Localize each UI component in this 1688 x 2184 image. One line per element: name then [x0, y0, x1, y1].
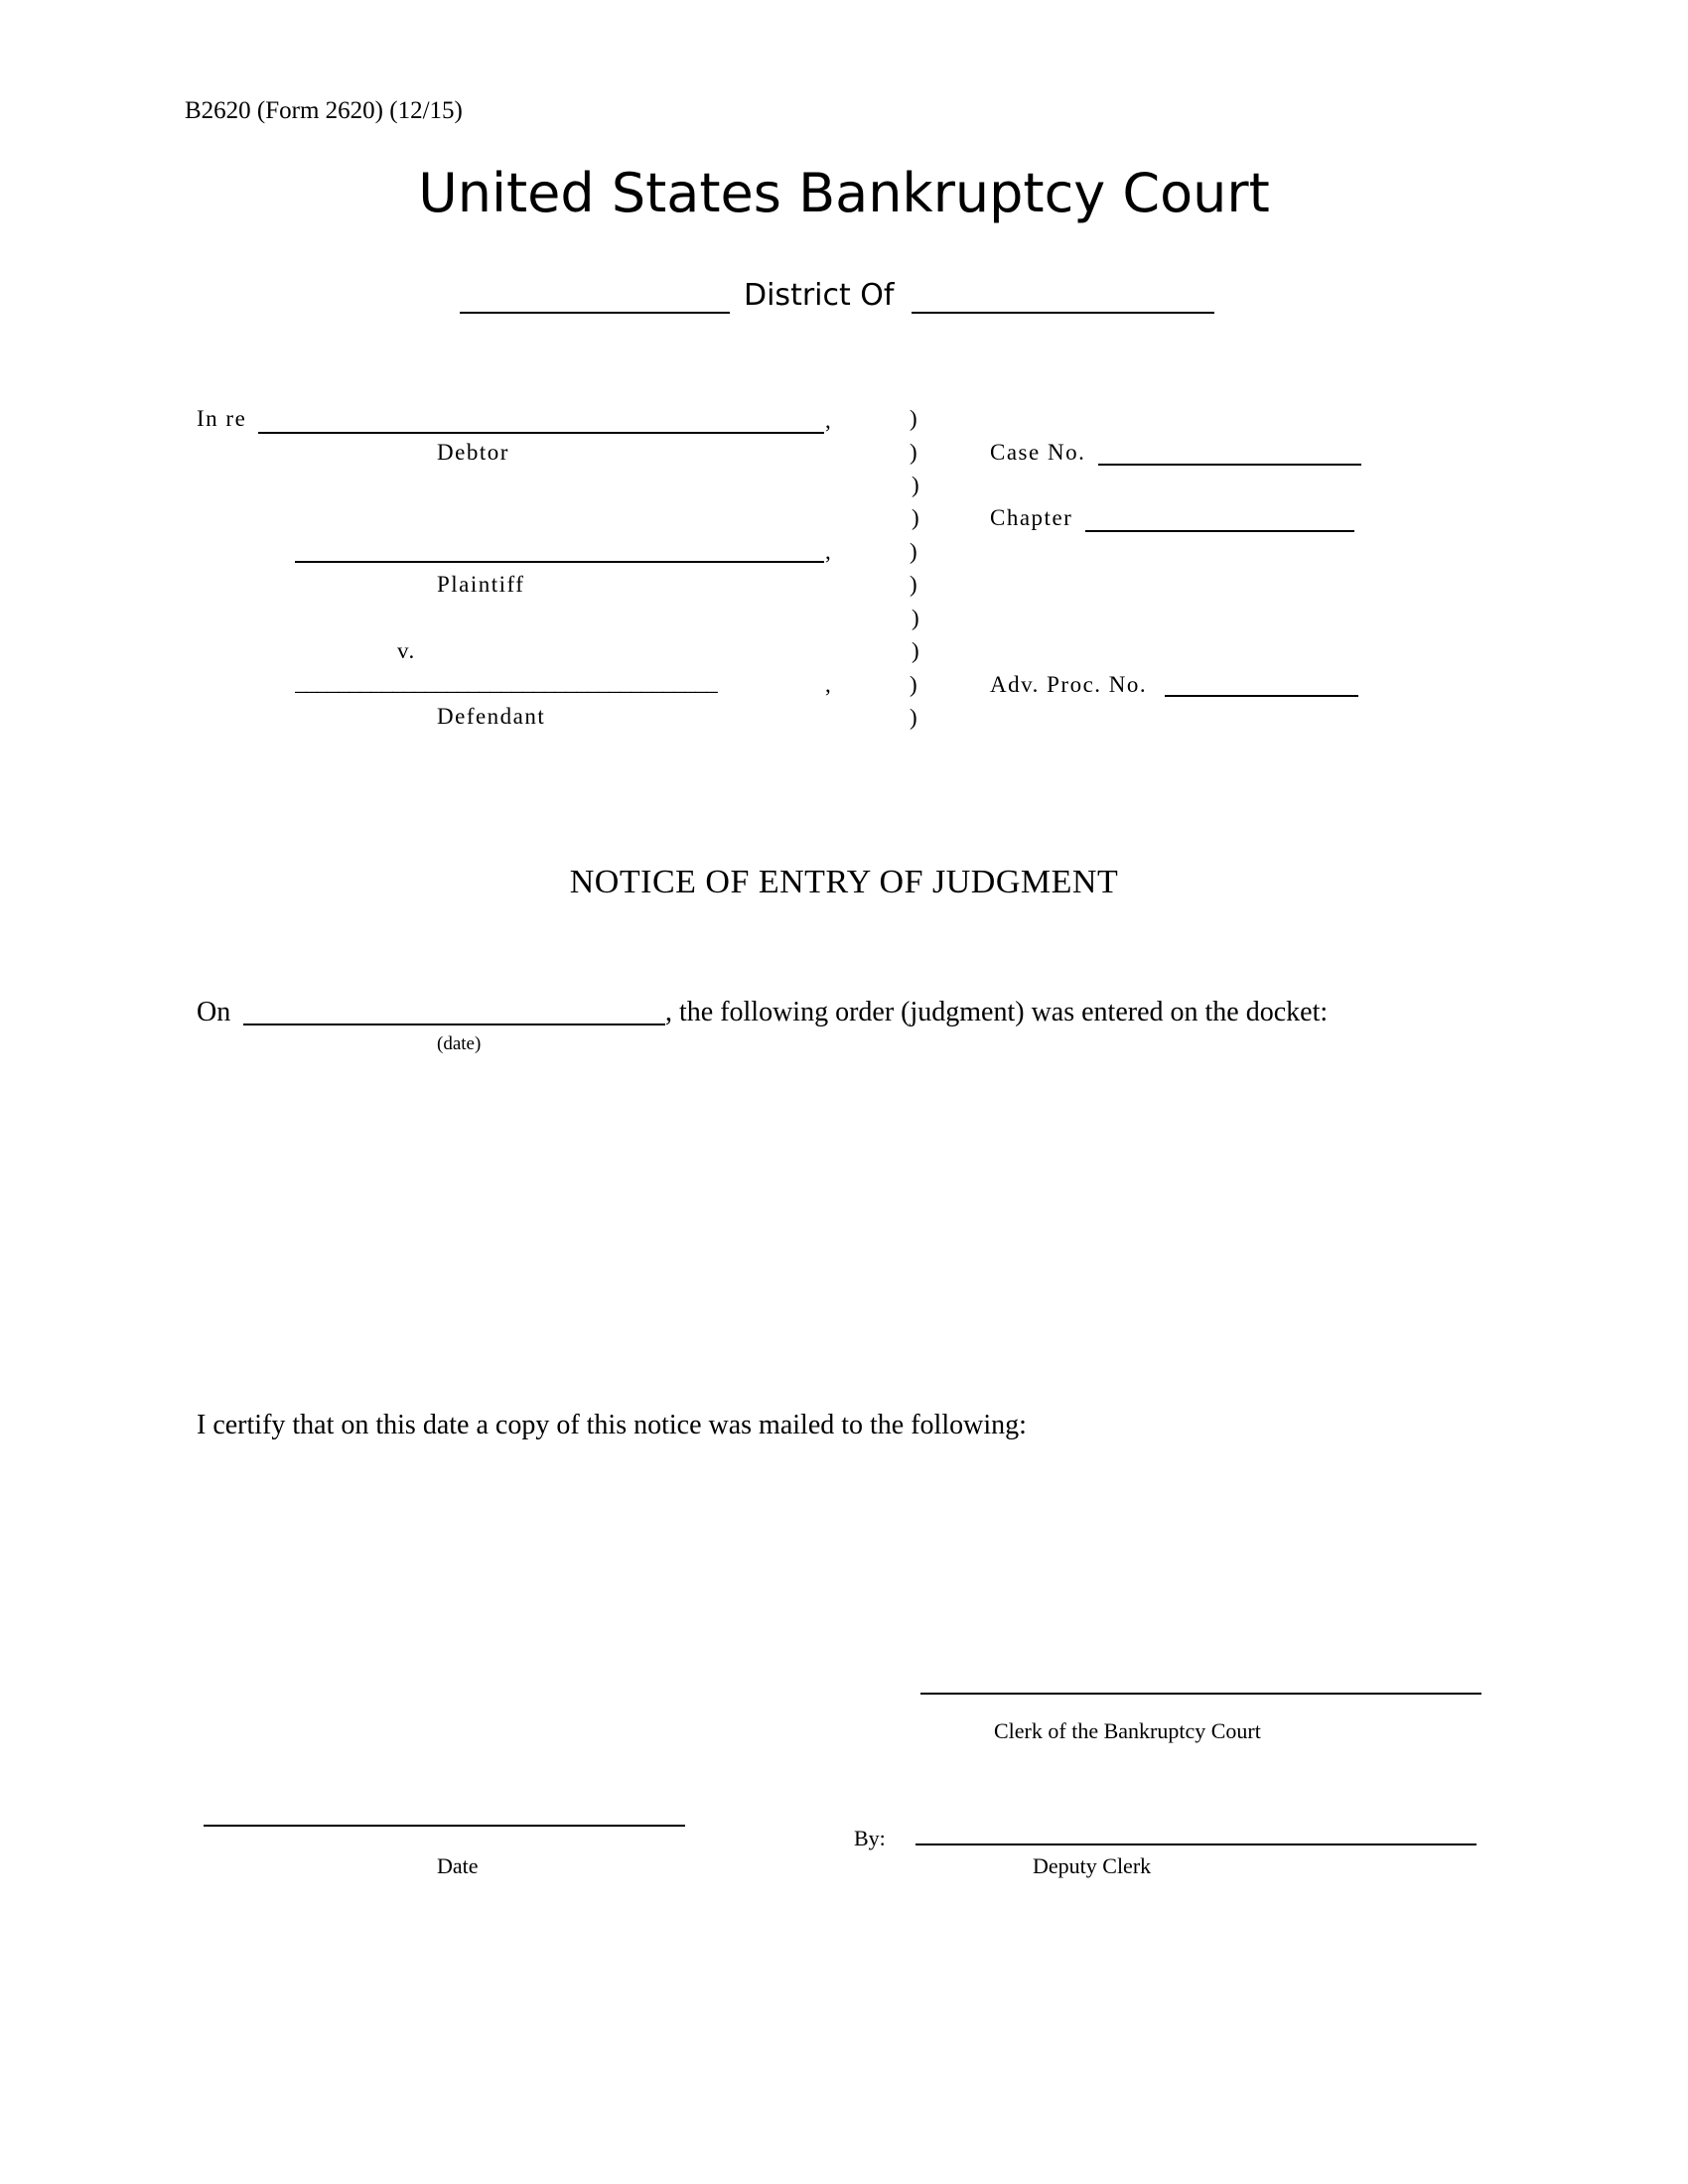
- adv-proc-no-field[interactable]: [1165, 695, 1358, 697]
- date-hint: (date): [437, 1033, 482, 1054]
- chapter-label: Chapter: [990, 505, 1073, 530]
- plaintiff-name-field[interactable]: [295, 561, 824, 563]
- deputy-clerk-label: Deputy Clerk: [1033, 1853, 1152, 1878]
- defendant-label: Defendant: [437, 704, 546, 729]
- entry-text: , the following order (judgment) was entered on the docket:: [665, 997, 1329, 1027]
- notice-title: NOTICE OF ENTRY OF JUDGMENT: [569, 864, 1119, 900]
- caption-paren: ): [910, 705, 917, 730]
- versus-label: v.: [397, 638, 416, 663]
- caption-paren: ): [910, 539, 917, 564]
- form-id: B2620 (Form 2620) (12/15): [185, 97, 463, 124]
- debtor-comma: ,: [825, 408, 833, 433]
- case-no-field[interactable]: [1098, 464, 1361, 466]
- plaintiff-comma: ,: [825, 539, 833, 564]
- caption-paren: ): [912, 638, 919, 663]
- district-state-field[interactable]: [912, 312, 1214, 314]
- debtor-name-field[interactable]: [258, 432, 824, 434]
- adv-proc-no-label: Adv. Proc. No.: [990, 672, 1148, 697]
- caption-paren: ): [910, 572, 917, 597]
- entry-date-field[interactable]: [243, 1024, 665, 1025]
- case-no-label: Case No.: [990, 440, 1086, 465]
- deputy-clerk-signature-line[interactable]: [915, 1843, 1477, 1845]
- on-label: On: [197, 997, 231, 1027]
- by-label: By:: [854, 1826, 886, 1850]
- caption-paren: ): [912, 606, 919, 630]
- district-label: District Of: [744, 278, 895, 313]
- plaintiff-label: Plaintiff: [437, 572, 525, 597]
- clerk-signature-line[interactable]: [920, 1693, 1481, 1695]
- caption-paren: ): [910, 440, 917, 465]
- caption-paren: ): [912, 473, 919, 497]
- caption-paren: ): [910, 672, 917, 697]
- certify-text: I certify that on this date a copy of this notice was mailed to the following:: [197, 1410, 1027, 1440]
- date-label: Date: [437, 1853, 479, 1878]
- court-title: United States Bankruptcy Court: [418, 162, 1270, 224]
- district-name-field[interactable]: [460, 312, 730, 314]
- chapter-field[interactable]: [1085, 530, 1354, 532]
- date-signature-line[interactable]: [204, 1825, 685, 1827]
- clerk-label: Clerk of the Bankruptcy Court: [994, 1718, 1261, 1743]
- caption-paren: ): [910, 406, 917, 431]
- caption-paren: ): [912, 505, 919, 530]
- debtor-label: Debtor: [437, 440, 509, 465]
- defendant-name-field[interactable]: _______________________________________: [295, 670, 718, 695]
- in-re-label: In re: [197, 406, 247, 431]
- defendant-comma: ,: [825, 672, 833, 697]
